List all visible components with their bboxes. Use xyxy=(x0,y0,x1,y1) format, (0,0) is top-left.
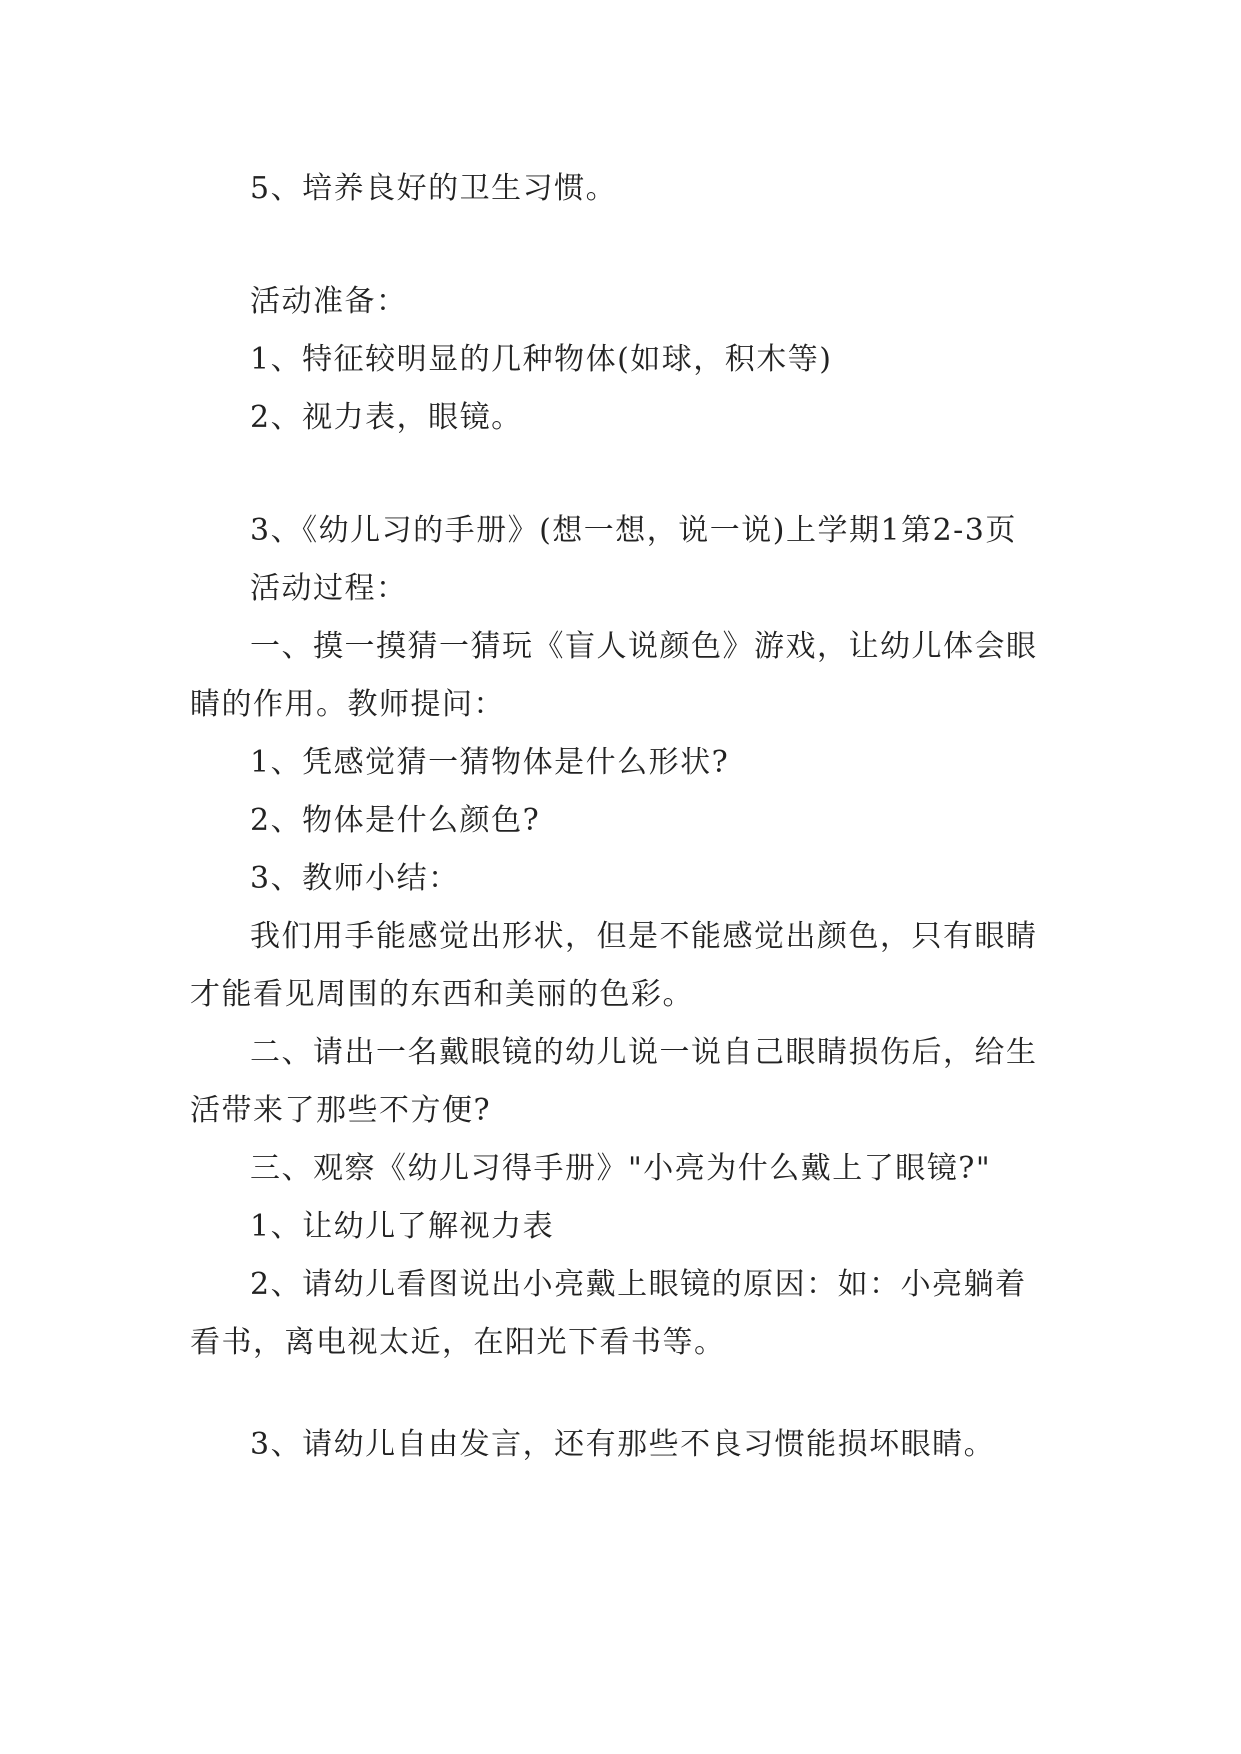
paragraph-summary-heading: 3、教师小结： xyxy=(250,861,460,896)
paragraph-summary: 我们用手能感觉出形状，但是不能感觉出颜色，只有眼睛才能看见周围的东西和美丽的色彩。 xyxy=(190,919,1038,1012)
heading-preparation: 活动准备： xyxy=(250,284,408,319)
paragraph-step-2: 二、请出一名戴眼镜的幼儿说一说自己眼睛损伤后，给生活带来了那些不方便? xyxy=(190,1035,1038,1128)
paragraph-question-2: 2、物体是什么颜色? xyxy=(250,803,541,838)
paragraph-question-1: 1、凭感觉猜一猜物体是什么形状? xyxy=(250,745,730,780)
paragraph-step-3: 三、观察《幼儿习得手册》"小亮为什么戴上了眼镜?" xyxy=(250,1151,992,1186)
paragraph-prep-3: 3、《幼儿习的手册》(想一想，说一说)上学期1第2-3页 xyxy=(250,513,1017,548)
paragraph-prep-2: 2、视力表，眼镜。 xyxy=(250,400,523,435)
paragraph-prep-1: 1、特征较明显的几种物体(如球，积木等) xyxy=(250,342,833,377)
paragraph-step-3-item-2: 2、请幼儿看图说出小亮戴上眼镜的原因：如：小亮躺着看书，离电视太近，在阳光下看书等。 xyxy=(190,1267,1027,1360)
heading-process: 活动过程： xyxy=(250,571,408,606)
document-body xyxy=(190,160,1052,1474)
paragraph-goal-5: 5、培养良好的卫生习惯。 xyxy=(250,171,618,206)
paragraph-step-3-item-3: 3、请幼儿自由发言，还有那些不良习惯能损坏眼睛。 xyxy=(250,1427,996,1462)
paragraph-step-3-item-1: 1、让幼儿了解视力表 xyxy=(250,1209,555,1244)
paragraph-step-1: 一、摸一摸猜一猜玩《盲人说颜色》游戏，让幼儿体会眼睛的作用。教师提问： xyxy=(190,629,1038,722)
